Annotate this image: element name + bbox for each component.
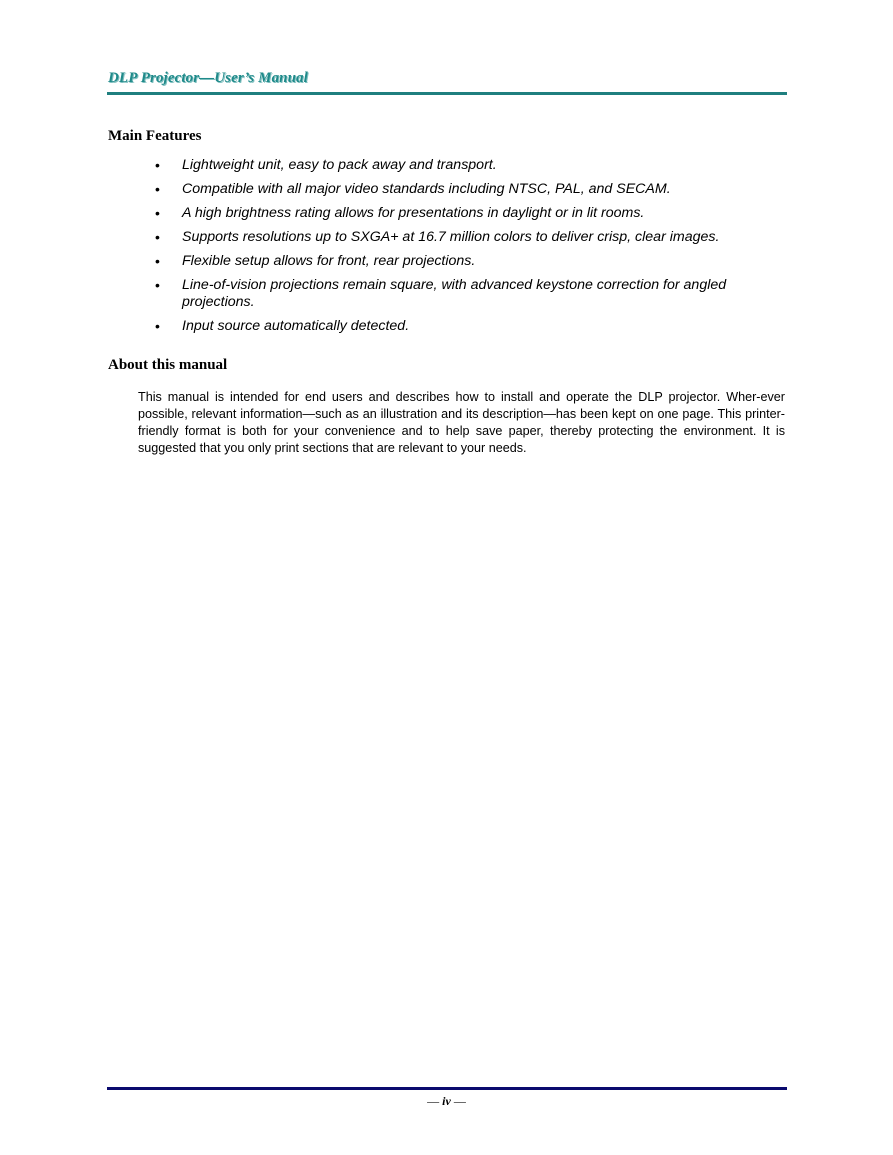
feature-text: A high brightness rating allows for presentations in daylight or in lit rooms. xyxy=(182,205,645,221)
list-item xyxy=(155,205,775,222)
bullet-icon: • xyxy=(155,229,160,245)
bullet-icon: • xyxy=(155,157,160,173)
bullet-icon: • xyxy=(155,181,160,197)
main-features-heading: Main Features xyxy=(108,128,202,144)
feature-text: Supports resolutions up to SXGA+ at 16.7 million colors to deliver crisp, clear images. xyxy=(182,229,720,245)
list-item xyxy=(155,318,775,335)
footer-rule xyxy=(107,1087,787,1090)
list-item xyxy=(155,253,775,270)
feature-text: Flexible setup allows for front, rear projections. xyxy=(182,253,476,269)
list-item xyxy=(155,157,775,174)
list-item xyxy=(155,229,775,246)
about-manual-heading: About this manual xyxy=(108,357,228,373)
bullet-icon: • xyxy=(155,318,160,334)
feature-text: Lightweight unit, easy to pack away and transport. xyxy=(182,157,497,173)
list-item xyxy=(155,181,775,198)
feature-list xyxy=(155,157,775,342)
page-number-dash-left: — xyxy=(427,1094,443,1108)
page-number-value: iv xyxy=(442,1094,451,1108)
header-rule xyxy=(107,92,787,95)
bullet-icon: • xyxy=(155,277,160,293)
about-manual-paragraph: This manual is intended for end users and describes how to install and operate the DLP projector. Wher-ever possible, relevant information—such as an illustration and its description—has been kept on one page. This printer-friendly format is both for your convenience and to help save paper, thereby protecting the environment. It is suggested that you only print sections that are relevant to your needs. xyxy=(138,390,785,455)
page-number xyxy=(0,1094,893,1109)
bullet-icon: • xyxy=(155,205,160,221)
feature-text: Compatible with all major video standards including NTSC, PAL, and SECAM. xyxy=(182,181,671,197)
feature-text: Input source automatically detected. xyxy=(182,318,410,334)
list-item xyxy=(155,277,775,311)
running-header-title: DLP Projector—User’s Manual xyxy=(108,70,308,86)
page-number-dash-right: — xyxy=(450,1094,466,1108)
bullet-icon: • xyxy=(155,253,160,269)
feature-text: Line-of-vision projections remain square, with advanced keystone correction for angled projections. xyxy=(182,277,727,310)
